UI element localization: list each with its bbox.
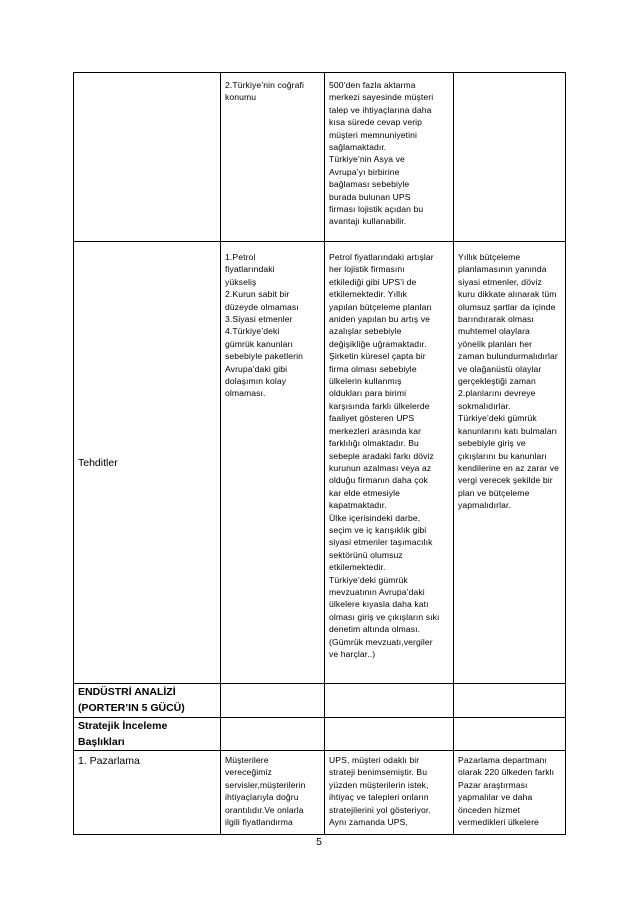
- empty-cell: [325, 718, 454, 751]
- analysis-table: [73, 72, 566, 835]
- explanation-cell: [325, 242, 454, 684]
- factor-cell: [221, 73, 325, 242]
- empty-cell: [454, 684, 566, 718]
- factor-cell: [221, 242, 325, 684]
- empty-cell: [221, 718, 325, 751]
- strategy-text: Yıllık bütçeleme planlamasının yanında siyasi etmenler, döviz kuru dikkate alınarak tüm olumsuz şartlar da içinde barındırarak olması muhtemel olaylara yönelik planları her zaman bulundurmalıdırlar ve olağanüstü olaylar gerçekleştiği zaman 2.planlarını devreye sokmalıdırlar. Türkiye’deki gümrük kanunlarını katı bulmaları sebebiyle giriş ve çıkışlarını bu kanunları kendilerine en az zarar ve vergi verecek şekilde bir plan ve bütçeleme yapmalıdırlar.: [458, 252, 560, 511]
- explanation-text: 500’den fazla aktarma merkezi sayesinde müşteri talep ve ihtiyaçlarına daha kısa sürede cevap verip müşteri memnuniyetini sağlamaktadır. Türkiye’nin Asya ve Avrupa’yı birbirine bağlaması sebebiyle burada bulunan UPS firması lojistik açıdan bu avantajı kullanabilir.: [329, 80, 434, 227]
- empty-cell: [221, 684, 325, 718]
- marketing-label: 1. Pazarlama: [74, 751, 221, 835]
- empty-cell: [325, 684, 454, 718]
- table-row: [74, 684, 566, 718]
- explanation-text: UPS, müşteri odaklı bir strateji benimsemiştir. Bu yüzden müşterilerin istek, ihtiyaç ve talepleri onların stratejilerini yol gösteriyor. Aynı zamanda UPS,: [329, 755, 431, 828]
- table-row: [74, 73, 566, 242]
- strategy-cell: [454, 751, 566, 835]
- page-number: 5: [316, 836, 322, 848]
- explanation-text: Petrol fiyatlarındaki artışlar her lojistik firmasını etkilediği gibi UPS’i de etkilemektedir. Yıllık yapılan bütçeleme planları aniden yapılan bu artış ve azalışlar sebebiyle değişikliğe uğramaktadır. Şirketin küresel çapta bir firma olması sebebiyle ülkelerin kullanmış oldukları para birimi karşısında farklı ülkelerde faaliyet gösteren UPS merkezleri arasında kar farklılığı olmaktadır. Bu sebeple aradaki farkı döviz kurunun azalması veya az olduğu firmanın daha çok kar elde etmesiyle kapatmaktadır. Ülke içerisindeki darbe, seçim ve iç karışıklık gibi siyasi etmenler taşımacılık sektörünü olumsuz etkilemektedir. Türkiye’deki gümrük mevzuatının Avrupa’daki ülkelere kıyasla daha katı olması giriş ve çıkışların sıkı denetim altında olması. (Gümrük mevzuatı,vergiler ve harçlar..): [329, 252, 440, 659]
- explanation-cell: [325, 751, 454, 835]
- factor-cell: [221, 751, 325, 835]
- table-row: [74, 242, 566, 684]
- strategy-text: [454, 73, 565, 81]
- empty-cell: [454, 718, 566, 751]
- threats-label: Tehditler: [74, 242, 221, 684]
- strategy-cell: [454, 242, 566, 684]
- factor-text: Müşterilere vereceğimiz servisler,müşterilerin ihtiyaçlarıyla doğru orantılıdır.Ve onlarla ilgili fiyatlandırma: [225, 755, 306, 828]
- factor-text: 1.Petrol fiyatlarındaki yükseliş 2.Kurun sabit bir düzeyde olmaması 3.Siyasi etmenler 4.Türkiye’deki gümrük kanunları sebebiyle paketlerin Avrupa’daki gibi dolaşımın kolay olmaması.: [225, 252, 303, 399]
- strategy-cell: [454, 73, 566, 242]
- strategic-review-heading: Stratejik İnceleme Başlıkları: [74, 718, 221, 751]
- table-row: [74, 751, 566, 835]
- label-cell: [74, 73, 221, 242]
- industry-analysis-heading: ENDÜSTRİ ANALİZİ (PORTER’IN 5 GÜCÜ): [74, 684, 221, 718]
- strategy-text: Pazarlama departmanı olarak 220 ülkeden farklı Pazar araştırması yapmalılar ve daha önceden hizmet vermedikleri ülkelere: [458, 755, 555, 828]
- factor-text: 2.Türkiye’nin coğrafi konumu: [225, 80, 304, 103]
- explanation-cell: [325, 73, 454, 242]
- table-row: [74, 718, 566, 751]
